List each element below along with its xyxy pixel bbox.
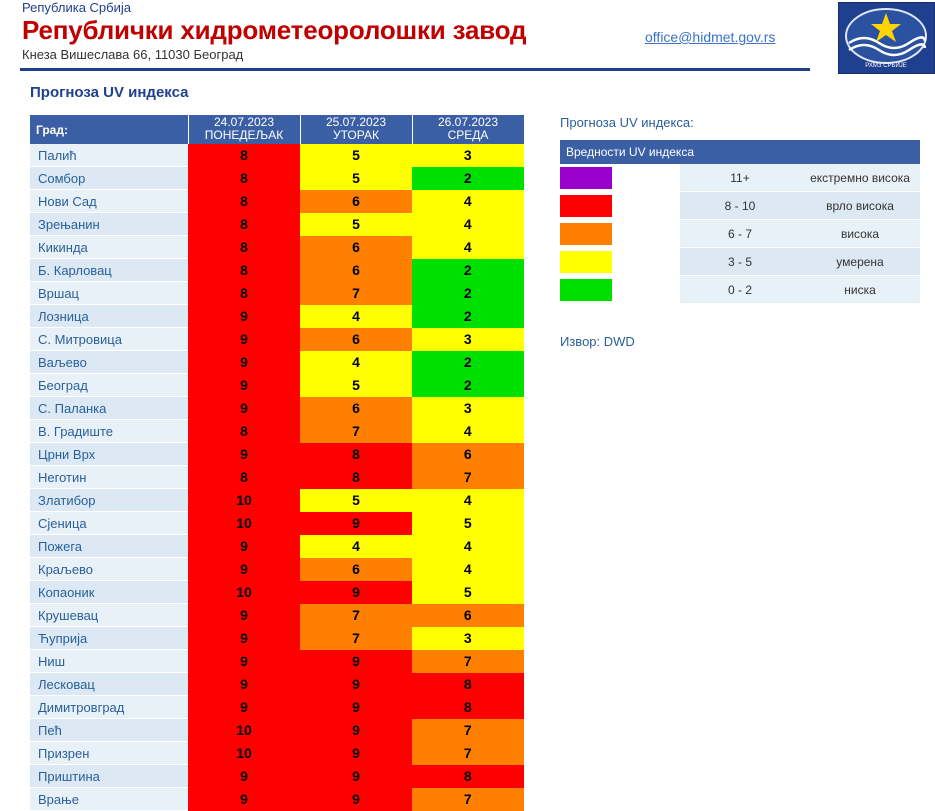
- city-name-cell: Кикинда: [30, 236, 188, 259]
- uv-value-cell: 9: [300, 512, 412, 535]
- uv-value-cell: 9: [188, 374, 300, 397]
- legend-row: [560, 192, 920, 220]
- city-name-cell: Сјеница: [30, 512, 188, 535]
- table-row: [30, 650, 524, 673]
- city-name-cell: В. Градиште: [30, 420, 188, 443]
- table-body: [30, 144, 524, 811]
- uv-value-cell: 6: [412, 604, 524, 627]
- city-name-cell: Неготин: [30, 466, 188, 489]
- uv-value-cell: 5: [300, 489, 412, 512]
- uv-value-cell: 2: [412, 282, 524, 305]
- uv-value-cell: 8: [300, 443, 412, 466]
- table-row: [30, 190, 524, 213]
- legend-color-swatch: [560, 167, 612, 189]
- table-row: [30, 374, 524, 397]
- column-header-day-3: [412, 115, 524, 144]
- uv-value-cell: 5: [300, 144, 412, 167]
- uv-value-cell: 10: [188, 581, 300, 604]
- table-row: [30, 558, 524, 581]
- uv-value-cell: 7: [412, 650, 524, 673]
- day-2-date: 25.07.2023: [325, 115, 387, 129]
- table-row: [30, 236, 524, 259]
- uv-value-cell: 10: [188, 742, 300, 765]
- uv-value-cell: 4: [412, 558, 524, 581]
- uv-value-cell: 9: [188, 788, 300, 811]
- uv-value-cell: 2: [412, 305, 524, 328]
- legend-intro-text: Прогноза UV индекса:: [560, 115, 694, 130]
- uv-value-cell: 9: [188, 650, 300, 673]
- uv-value-cell: 5: [300, 213, 412, 236]
- city-name-cell: Црни Врх: [30, 443, 188, 466]
- legend-description-label: висока: [800, 220, 920, 248]
- day-2-name: УТОРАК: [333, 128, 379, 142]
- uv-value-cell: 9: [188, 397, 300, 420]
- city-name-cell: Врање: [30, 788, 188, 811]
- uv-value-cell: 9: [188, 535, 300, 558]
- contact-email-link[interactable]: office@hidmet.gov.rs: [645, 29, 776, 45]
- uv-value-cell: 3: [412, 627, 524, 650]
- table-row: [30, 351, 524, 374]
- uv-value-cell: 9: [188, 627, 300, 650]
- uv-value-cell: 5: [300, 374, 412, 397]
- uv-value-cell: 4: [300, 535, 412, 558]
- data-source-label: Извор: DWD: [560, 334, 635, 349]
- uv-value-cell: 4: [412, 213, 524, 236]
- uv-value-cell: 9: [188, 328, 300, 351]
- table-row: [30, 581, 524, 604]
- legend-range-label: 6 - 7: [680, 220, 800, 248]
- city-name-cell: Палић: [30, 144, 188, 167]
- uv-value-cell: 9: [300, 765, 412, 788]
- uv-value-cell: 10: [188, 719, 300, 742]
- uv-value-cell: 9: [188, 443, 300, 466]
- republic-label: Република Србија: [22, 0, 131, 15]
- city-name-cell: Зрењанин: [30, 213, 188, 236]
- legend-header-label: Вредности UV индекса: [560, 140, 920, 164]
- uv-value-cell: 8: [300, 466, 412, 489]
- uv-value-cell: 8: [412, 765, 524, 788]
- rhmz-logo: [838, 2, 935, 74]
- header-divider: [20, 68, 810, 71]
- uv-value-cell: 2: [412, 351, 524, 374]
- city-name-cell: Ниш: [30, 650, 188, 673]
- uv-value-cell: 8: [188, 144, 300, 167]
- legend-row: [560, 248, 920, 276]
- legend-color-swatch: [560, 251, 612, 273]
- city-name-cell: Вршац: [30, 282, 188, 305]
- uv-value-cell: 9: [188, 696, 300, 719]
- uv-value-cell: 2: [412, 374, 524, 397]
- table-row: [30, 328, 524, 351]
- uv-value-cell: 8: [188, 213, 300, 236]
- legend-body: [560, 164, 920, 304]
- city-name-cell: Приштина: [30, 765, 188, 788]
- city-name-cell: Златибор: [30, 489, 188, 512]
- table-row: [30, 144, 524, 167]
- table-row: [30, 673, 524, 696]
- legend-row: [560, 220, 920, 248]
- uv-value-cell: 9: [300, 673, 412, 696]
- city-name-cell: Б. Карловац: [30, 259, 188, 282]
- city-name-cell: Пећ: [30, 719, 188, 742]
- uv-value-cell: 8: [188, 259, 300, 282]
- uv-value-cell: 9: [188, 305, 300, 328]
- table-row: [30, 259, 524, 282]
- legend-range-label: 11+: [680, 164, 800, 192]
- table-row: [30, 443, 524, 466]
- column-header-day-2: [300, 115, 412, 144]
- legend-range-label: 3 - 5: [680, 248, 800, 276]
- table-row: [30, 719, 524, 742]
- uv-value-cell: 2: [412, 167, 524, 190]
- table-header-row: [30, 115, 524, 144]
- uv-value-cell: 3: [412, 397, 524, 420]
- table-row: [30, 282, 524, 305]
- legend-color-swatch: [560, 223, 612, 245]
- column-header-city: Град:: [30, 115, 188, 144]
- legend-color-cell: [560, 192, 680, 220]
- column-header-day-1: [188, 115, 300, 144]
- uv-value-cell: 7: [300, 604, 412, 627]
- uv-value-cell: 7: [412, 788, 524, 811]
- table-row: [30, 466, 524, 489]
- uv-value-cell: 4: [412, 420, 524, 443]
- uv-value-cell: 9: [188, 673, 300, 696]
- uv-value-cell: 7: [300, 420, 412, 443]
- uv-forecast-table: [30, 115, 524, 811]
- uv-value-cell: 6: [300, 190, 412, 213]
- uv-value-cell: 5: [300, 167, 412, 190]
- uv-value-cell: 8: [188, 282, 300, 305]
- uv-value-cell: 4: [300, 305, 412, 328]
- table-row: [30, 167, 524, 190]
- city-name-cell: Крушевац: [30, 604, 188, 627]
- legend-row: [560, 276, 920, 304]
- table-row: [30, 305, 524, 328]
- day-1-name: ПОНЕДЕЉАК: [204, 128, 284, 142]
- day-1-date: 24.07.2023: [213, 115, 275, 129]
- legend-row: [560, 164, 920, 192]
- legend-color-cell: [560, 248, 680, 276]
- table-row: [30, 696, 524, 719]
- uv-value-cell: 10: [188, 512, 300, 535]
- uv-value-cell: 7: [412, 719, 524, 742]
- institute-name: Републички хидрометеоролошки завод: [22, 15, 527, 45]
- uv-value-cell: 8: [188, 167, 300, 190]
- uv-value-cell: 8: [188, 190, 300, 213]
- legend-color-cell: [560, 164, 680, 192]
- uv-value-cell: 9: [300, 650, 412, 673]
- page-title: Прогноза UV индекса: [30, 84, 189, 101]
- legend-description-label: умерена: [800, 248, 920, 276]
- city-name-cell: Димитровград: [30, 696, 188, 719]
- city-name-cell: Лозница: [30, 305, 188, 328]
- city-name-cell: С. Паланка: [30, 397, 188, 420]
- svg-text:РХМЗ СРБИЈЕ: РХМЗ СРБИЈЕ: [865, 63, 907, 69]
- uv-value-cell: 9: [188, 558, 300, 581]
- uv-value-cell: 7: [412, 466, 524, 489]
- legend-color-cell: [560, 276, 680, 304]
- uv-value-cell: 6: [300, 328, 412, 351]
- uv-value-cell: 2: [412, 259, 524, 282]
- legend-header-row: [560, 140, 920, 164]
- uv-value-cell: 8: [412, 673, 524, 696]
- uv-value-cell: 9: [300, 719, 412, 742]
- table-row: [30, 420, 524, 443]
- city-name-cell: Београд: [30, 374, 188, 397]
- city-name-cell: Краљево: [30, 558, 188, 581]
- day-3-date: 26.07.2023: [437, 115, 499, 129]
- day-3-name: СРЕДА: [447, 128, 489, 142]
- uv-value-cell: 9: [188, 604, 300, 627]
- uv-value-cell: 4: [412, 236, 524, 259]
- table-row: [30, 788, 524, 811]
- uv-value-cell: 5: [412, 581, 524, 604]
- city-name-cell: Лесковац: [30, 673, 188, 696]
- legend-color-swatch: [560, 279, 612, 301]
- uv-value-cell: 5: [412, 512, 524, 535]
- legend-color-cell: [560, 220, 680, 248]
- uv-value-cell: 9: [188, 765, 300, 788]
- uv-value-cell: 6: [300, 397, 412, 420]
- uv-value-cell: 6: [300, 236, 412, 259]
- table-row: [30, 397, 524, 420]
- uv-value-cell: 6: [300, 558, 412, 581]
- uv-value-cell: 9: [300, 581, 412, 604]
- institute-address: Кнеза Вишеслава 66, 11030 Београд: [22, 47, 244, 62]
- city-name-cell: С. Митровица: [30, 328, 188, 351]
- uv-value-cell: 8: [412, 696, 524, 719]
- table-row: [30, 765, 524, 788]
- table-row: [30, 627, 524, 650]
- legend-description-label: ниска: [800, 276, 920, 304]
- legend-panel: [560, 115, 920, 349]
- table-row: [30, 604, 524, 627]
- legend-range-label: 0 - 2: [680, 276, 800, 304]
- legend-description-label: екстремно висока: [800, 164, 920, 192]
- uv-value-cell: 8: [188, 420, 300, 443]
- city-name-cell: Пожега: [30, 535, 188, 558]
- city-name-cell: Сомбор: [30, 167, 188, 190]
- uv-value-cell: 9: [300, 742, 412, 765]
- page-header: [0, 0, 935, 72]
- table-row: [30, 489, 524, 512]
- table-row: [30, 512, 524, 535]
- uv-value-cell: 6: [412, 443, 524, 466]
- city-name-cell: Призрен: [30, 742, 188, 765]
- uv-value-cell: 7: [300, 282, 412, 305]
- uv-value-cell: 6: [300, 259, 412, 282]
- uv-value-cell: 4: [300, 351, 412, 374]
- table-row: [30, 535, 524, 558]
- legend-range-label: 8 - 10: [680, 192, 800, 220]
- uv-legend-table: [560, 140, 920, 304]
- uv-value-cell: 8: [188, 236, 300, 259]
- city-name-cell: Нови Сад: [30, 190, 188, 213]
- uv-value-cell: 4: [412, 489, 524, 512]
- uv-value-cell: 7: [300, 627, 412, 650]
- uv-value-cell: 10: [188, 489, 300, 512]
- uv-value-cell: 4: [412, 535, 524, 558]
- city-name-cell: Копаоник: [30, 581, 188, 604]
- legend-description-label: врло висока: [800, 192, 920, 220]
- table-row: [30, 742, 524, 765]
- legend-color-swatch: [560, 195, 612, 217]
- uv-value-cell: 9: [188, 351, 300, 374]
- uv-value-cell: 3: [412, 144, 524, 167]
- uv-value-cell: 3: [412, 328, 524, 351]
- uv-value-cell: 7: [412, 742, 524, 765]
- city-name-cell: Ћуприја: [30, 627, 188, 650]
- uv-value-cell: 9: [300, 696, 412, 719]
- uv-value-cell: 9: [300, 788, 412, 811]
- table-row: [30, 213, 524, 236]
- uv-value-cell: 8: [188, 466, 300, 489]
- city-name-cell: Ваљево: [30, 351, 188, 374]
- uv-value-cell: 4: [412, 190, 524, 213]
